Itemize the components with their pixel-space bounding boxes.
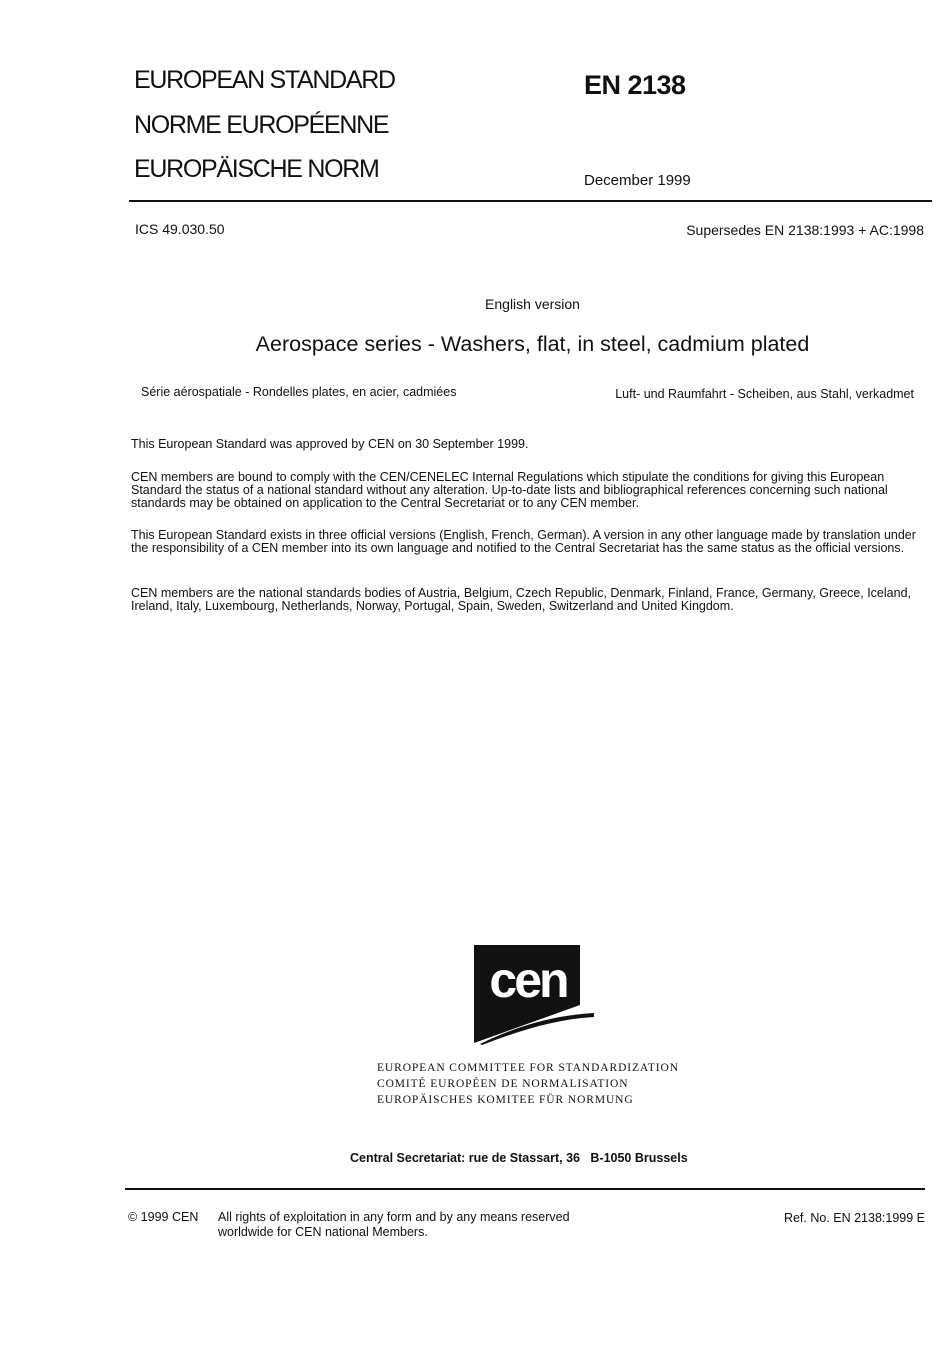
members-paragraph: CEN members are the national standards bodies of Austria, Belgium, Czech Republic, Denmark, Finland, France, Germany, Greece, Iceland, Ireland, Italy, Luxembourg, Netherlands, Norway, Portugal, Spain, Sweden, Switzerland and United Kingdom. bbox=[131, 586, 911, 613]
footer-rule bbox=[125, 1188, 925, 1190]
document-title: Aerospace series - Washers, flat, in steel, cadmium plated bbox=[255, 332, 810, 356]
committee-names bbox=[377, 1060, 679, 1108]
ics-code: ICS 49.030.50 bbox=[135, 221, 225, 237]
rights-line-1: All rights of exploitation in any form and by any means reserved bbox=[218, 1210, 570, 1224]
cen-logo-icon bbox=[474, 945, 594, 1045]
rights-statement bbox=[218, 1210, 570, 1240]
reference-number: Ref. No. EN 2138:1999 E bbox=[783, 1211, 925, 1225]
central-secretariat-address: Central Secretariat: rue de Stassart, 36 B-1050 Brussels bbox=[350, 1151, 688, 1165]
approval-paragraph: This European Standard was approved by CEN on 30 September 1999. bbox=[131, 437, 529, 451]
supersedes: Supersedes EN 2138:1993 + AC:1998 bbox=[686, 222, 924, 238]
committee-name-german: EUROPÄISCHES KOMITEE FÜR NORMUNG bbox=[377, 1094, 634, 1106]
regulations-paragraph: CEN members are bound to comply with the CEN/CENELEC Internal Regulations which stipulate the conditions for giving this European Standard the status of a national standard without any alteration. Up-to-date lists and bibliographical references concerning such national standards may be obtained on application to the Central Secretariat or to any CEN member. bbox=[131, 470, 888, 510]
title-german: EUROPÄISCHE NORM bbox=[134, 155, 379, 183]
copyright: © 1999 CEN bbox=[128, 1210, 199, 1224]
rights-line-2: worldwide for CEN national Members. bbox=[218, 1225, 428, 1239]
title-english: EUROPEAN STANDARD bbox=[134, 66, 395, 94]
committee-name-english: EUROPEAN COMMITTEE FOR STANDARDIZATION bbox=[377, 1062, 679, 1074]
publication-date: December 1999 bbox=[584, 172, 691, 189]
header-rule bbox=[129, 200, 932, 202]
title-french: NORME EUROPÉENNE bbox=[134, 111, 389, 139]
language-version: English version bbox=[485, 296, 580, 312]
standard-number: EN 2138 bbox=[584, 70, 686, 100]
committee-name-french: COMITÉ EUROPÉEN DE NORMALISATION bbox=[377, 1078, 629, 1090]
versions-paragraph: This European Standard exists in three official versions (English, French, German). A version in any other language made by translation under the responsibility of a CEN member into its own language and notified to the Central Secretariat has the same status as the official versions. bbox=[131, 528, 916, 555]
document-title-french: Série aérospatiale - Rondelles plates, en acier, cadmiées bbox=[141, 385, 457, 399]
cen-logo-text: cen bbox=[489, 952, 567, 1008]
document-title-german: Luft- und Raumfahrt - Scheiben, aus Stahl, verkadmet bbox=[615, 387, 914, 401]
